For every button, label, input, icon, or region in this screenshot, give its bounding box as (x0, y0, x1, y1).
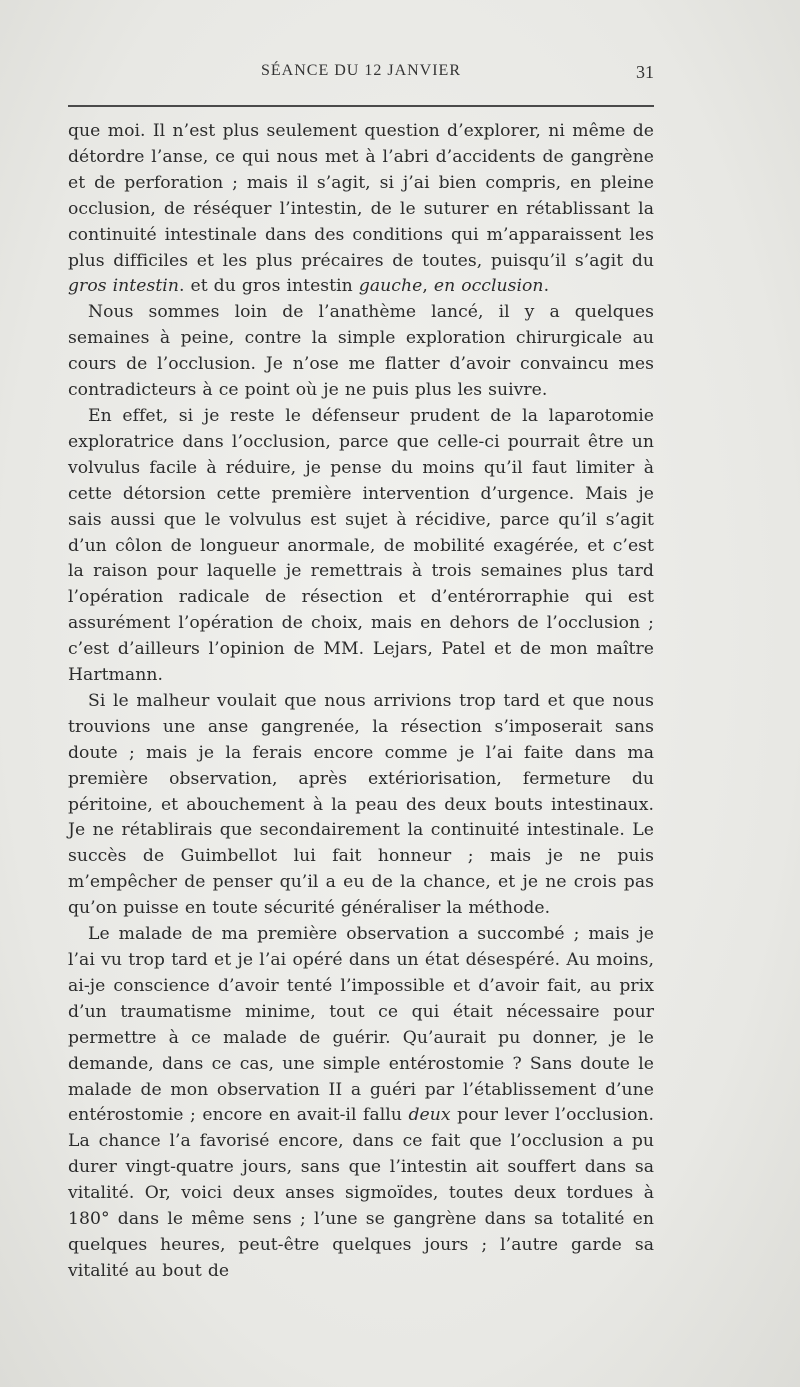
paragraph-text: Si le malheur voulait que nous arrivions trop tard et que nous trouvions une anse gangrenée, la résection s’imposerait sans doute ; mais je la ferais encore comme je l’ai faite dans ma première observation, après extériorisation, fermeture du péritoine, et abouchement à la peau des deux bouts intestinaux. Je ne rétablirais que secondairement la continuité intestinale. Le succès de Guimbellot lui fait honneur ; mais je ne puis m’empêcher de penser qu’il a eu de la chance, et je ne crois pas qu’on puisse en toute sécurité généraliser la méthode. (68, 690, 654, 919)
body-text (68, 119, 654, 1285)
italic-text: en occlusion (433, 276, 544, 297)
paragraph (68, 689, 654, 922)
paragraph-text: Le malade de ma première observation a succombé ; mais je l’ai vu trop tard et je l’ai opéré dans un état désespéré. Au moins, ai-je conscience d’avoir tenté l’impossible et d’avoir fait, au prix d’un traumatisme minime, tout ce qui était nécessaire pour permettre à ce malade de guérir. Qu’aurait pu donner, je le demande, dans ce cas, une simple entérostomie ? Sans doute le malade de mon observation II a guéri par l’établissement d’une entérostomie ; encore en avait-il fallu (68, 924, 654, 1126)
header-rule (68, 105, 654, 107)
page-header (68, 62, 654, 88)
paragraph-text: . (543, 276, 550, 297)
paragraph (68, 922, 654, 1285)
italic-text: gros intestin (68, 276, 179, 297)
italic-text: deux (408, 1105, 451, 1126)
page-number: 31 (636, 62, 654, 82)
paragraph (68, 404, 654, 689)
italic-text: gauche (358, 276, 423, 297)
paragraph-text: pour lever l’occlusion. La chance l’a favorisé encore, dans ce fait que l’occlusion a pu durer vingt-quatre jours, sans que l’intestin ait souffert dans sa vitalité. Or, voici deux anses sigmoïdes, toutes deux tordues à 180° dans le même sens ; l’une se gangrène dans sa totalité en quelques heures, peut-être quelques jours ; l’autre garde sa vitalité au bout de (68, 1105, 654, 1281)
paragraph-text: . et du gros intestin (178, 276, 359, 297)
paragraph (68, 119, 654, 300)
paragraph (68, 300, 654, 404)
paragraph-text: En effet, si je reste le défenseur prudent de la laparotomie exploratrice dans l’occlusion, parce que celle-ci pourrait être un volvulus facile à réduire, je pense du moins qu’il faut limiter à cette détorsion cette première intervention d’urgence. Mais je sais aussi que le volvulus est sujet à récidive, parce qu’il s’agit d’un côlon de longueur anormale, de mobilité exagérée, et c’est la raison pour laquelle je remettrais à trois semaines plus tard l’opération radicale de résection et d’entérorraphie qui est assurément l’opération de choix, mais en dehors de l’occlusion ; c’est d’ailleurs l’opinion de MM. Lejars, Patel et de mon maître Hartmann. (68, 405, 654, 686)
paragraph-text: que moi. Il n’est plus seulement question d’explorer, ni même de détordre l’anse, ce qui nous met à l’abri d’accidents de gangrène et de perforation ; mais il s’agit, si j’ai bien compris, en pleine occlusion, de réséquer l’intestin, de le suturer en rétablissant la continuité intestinale dans des conditions qui m’apparaissent les plus difficiles et les plus précaires de toutes, puisqu’il s’agit du (68, 121, 654, 271)
running-title: SÉANCE DU 12 JANVIER (261, 62, 461, 79)
paragraph-text: Nous sommes loin de l’anathème lancé, il y a quelques semaines à peine, contre la simple exploration chirurgicale au cours de l’occlusion. Je n’ose me flatter d’avoir convaincu mes contradicteurs à ce point où je ne puis plus les suivre. (68, 302, 654, 401)
paragraph-text: , (422, 276, 434, 297)
